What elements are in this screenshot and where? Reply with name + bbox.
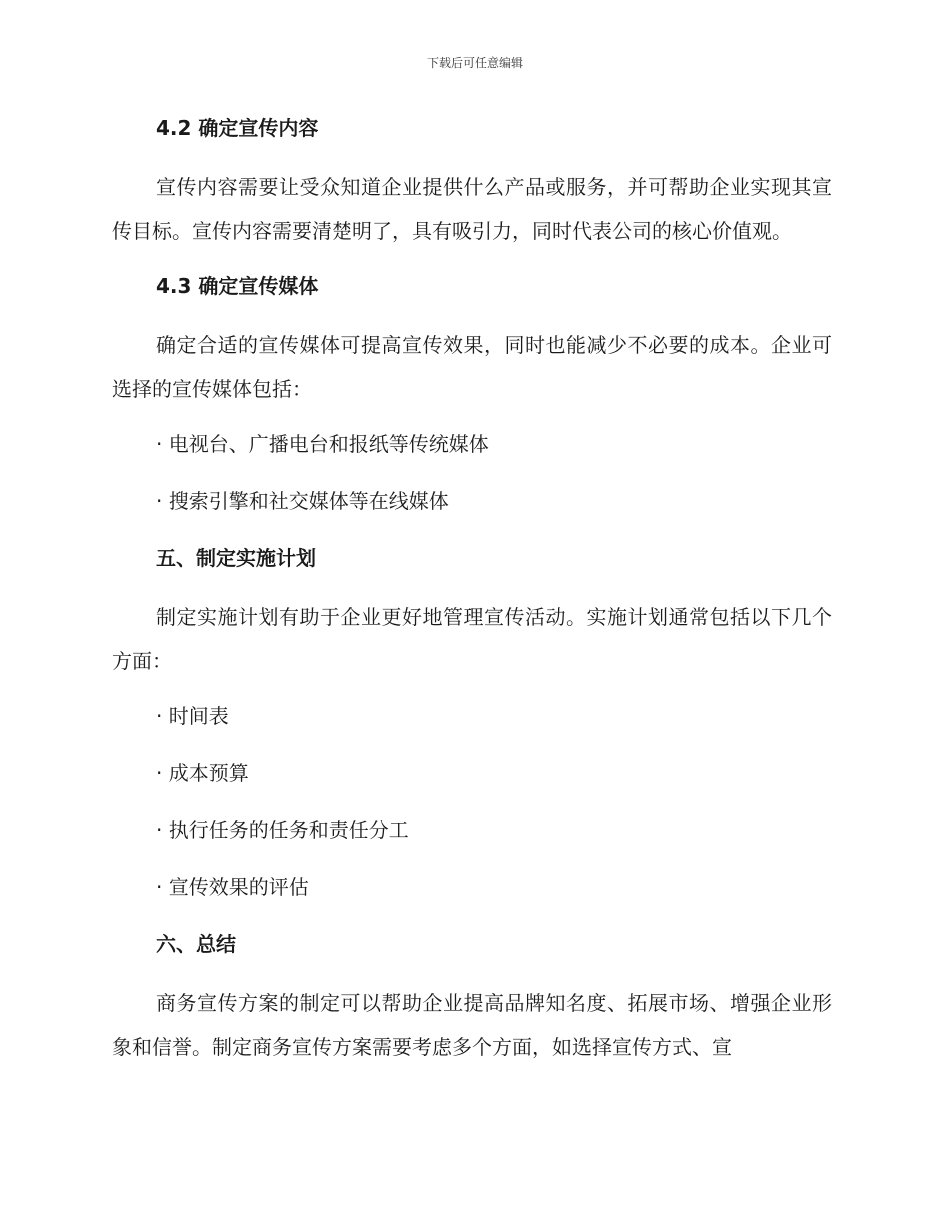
section-heading: 五、制定实施计划 [156,546,316,570]
bullet-item: · 成本预算 [156,761,249,785]
section-heading: 六、总结 [156,932,236,956]
paragraph: 商务宣传方案的制定可以帮助企业提高品牌知名度、拓展市场、增强企业形象和信誉。制定商务宣传方案需要考虑多个方面，如选择宣传方式、宣 [112,991,832,1059]
page-header: 下载后可任意编辑 [426,56,523,70]
bullet-item: · 搜索引擎和社交媒体等在线媒体 [156,489,449,513]
bullet-item: · 时间表 [156,704,229,728]
document-body [112,108,832,1082]
bullet-item: · 执行任务的任务和责任分工 [156,818,409,842]
paragraph: 确定合适的宣传媒体可提高宣传效果，同时也能减少不必要的成本。企业可选择的宣传媒体包括： [112,333,832,401]
bullet-item: · 电视台、广播电台和报纸等传统媒体 [156,432,489,456]
paragraph: 宣传内容需要让受众知道企业提供什么产品或服务，并可帮助企业实现其宣传目标。宣传内容需要清楚明了，具有吸引力，同时代表公司的核心价值观。 [112,175,832,243]
section-heading: 4.2 确定宣传内容 [156,116,319,140]
bullet-item: · 宣传效果的评估 [156,875,309,899]
section-heading: 4.3 确定宣传媒体 [156,274,319,298]
paragraph: 制定实施计划有助于企业更好地管理宣传活动。实施计划通常包括以下几个方面： [112,605,832,673]
